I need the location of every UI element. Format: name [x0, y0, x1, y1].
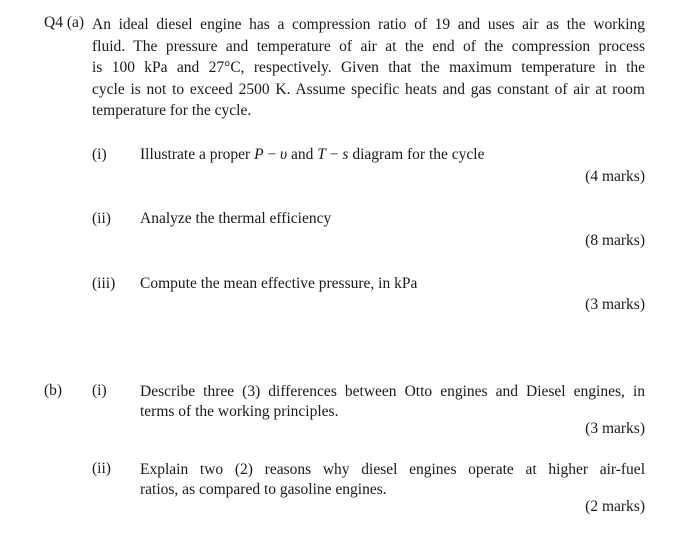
item-text-suffix: diagram for the cycle	[348, 146, 485, 163]
symbol-v: υ	[280, 146, 288, 163]
marks-a-ii: (8 marks)	[585, 232, 645, 249]
part-a-label: (a)	[66, 14, 85, 31]
stem-line: fluid. The pressure and temperature of air at the end of the compression process	[92, 37, 645, 55]
item-a-i-text	[140, 146, 484, 164]
item-text-prefix: Illustrate a proper	[140, 146, 255, 163]
item-b-ii-text	[140, 460, 645, 500]
question-number	[44, 14, 84, 32]
minus-sign: −	[263, 146, 281, 163]
marks-a-i: (4 marks)	[585, 168, 645, 185]
item-line: Explain two (2) reasons why diesel engines operate at higher air-fuel	[140, 461, 645, 478]
item-b-i-label: (i)	[92, 382, 107, 399]
stem-line: An ideal diesel engine has a compression ratio of 19 and uses air as the working	[92, 16, 645, 33]
item-line: Describe three (3) differences between Otto engines and Diesel engines, in	[140, 383, 645, 400]
item-b-i-text	[140, 382, 645, 422]
item-b-ii-label: (ii)	[92, 460, 111, 477]
symbol-s: s	[342, 146, 349, 163]
item-line: ratios, as compared to gasoline engines.	[140, 481, 387, 498]
item-a-i-label: (i)	[92, 146, 107, 163]
stem-line: temperature for the cycle.	[92, 102, 252, 119]
and-text: and	[287, 146, 318, 163]
marks-a-iii: (3 marks)	[585, 296, 645, 313]
question-number-text: Q4	[44, 14, 63, 31]
marks-b-ii: (2 marks)	[585, 498, 645, 515]
symbol-p: P	[254, 146, 264, 163]
minus-sign: −	[325, 146, 343, 163]
stem-line: cycle is not to exceed 2500 K. Assume specific heats and gas constant of air at room	[92, 80, 645, 98]
part-b-label: (b)	[44, 382, 63, 399]
item-line: terms of the working principles.	[140, 403, 339, 420]
item-a-iii-label: (iii)	[92, 275, 116, 292]
item-a-ii-label: (ii)	[92, 210, 111, 227]
stem-line: is 100 kPa and 27°C, respectively. Given that the maximum temperature in the	[92, 59, 645, 76]
symbol-t: T	[317, 146, 326, 163]
item-a-ii-text: Analyze the thermal efficiency	[140, 210, 332, 227]
marks-b-i: (3 marks)	[585, 420, 645, 437]
part-a-stem	[92, 14, 645, 122]
item-a-iii-text: Compute the mean effective pressure, in kPa	[140, 275, 418, 292]
